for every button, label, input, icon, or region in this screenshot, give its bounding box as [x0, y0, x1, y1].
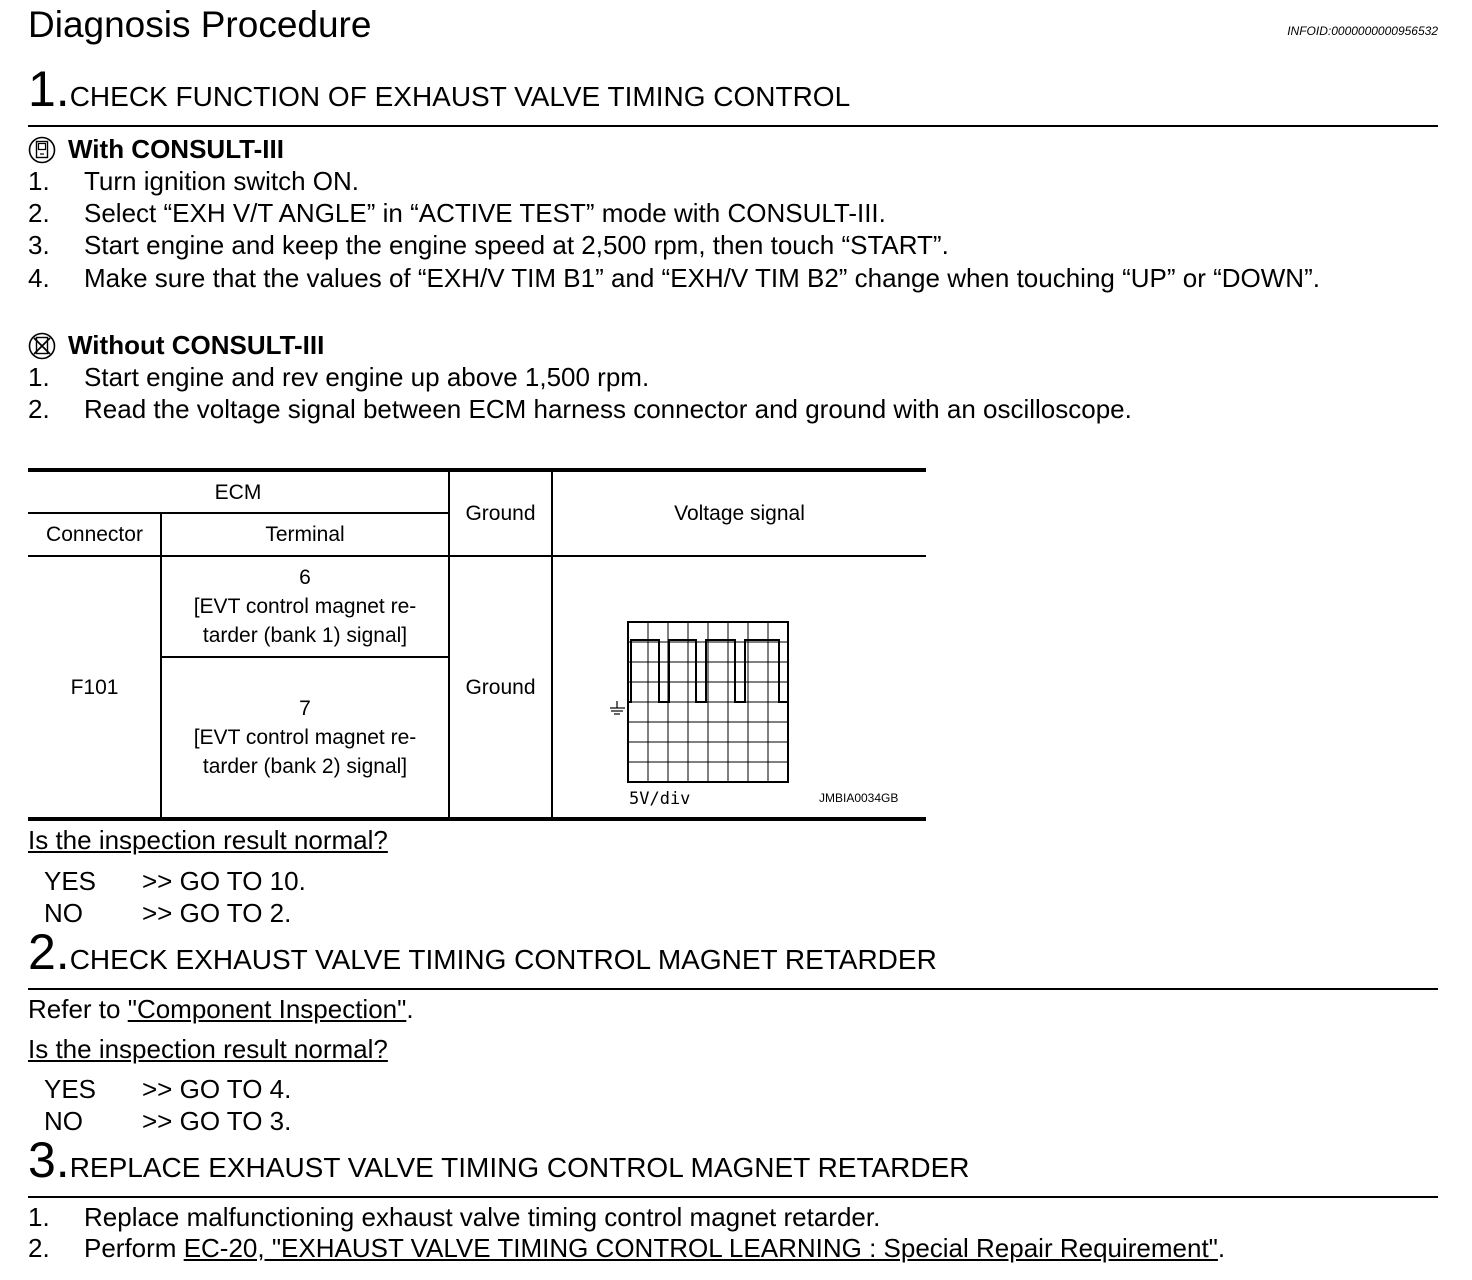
answer-yes-key: YES	[44, 866, 97, 896]
header-connector: Connector	[46, 522, 143, 546]
figure-id: JMBIA0034GB	[819, 791, 899, 805]
no-consult-icon	[28, 332, 56, 360]
section-rule	[28, 1196, 1438, 1198]
ground-cell: Ground	[465, 675, 536, 699]
answer-no-goto: >> GO TO 3.	[142, 1106, 292, 1136]
ecm-terminal-table	[28, 468, 926, 822]
table-bottom-border	[28, 817, 926, 821]
answer-yes-goto: >> GO TO 10.	[142, 866, 306, 896]
without-consult-heading	[28, 330, 324, 361]
info-id: INFOID:0000000000956532	[1287, 24, 1438, 38]
header-voltage-signal: Voltage signal	[674, 502, 805, 525]
answer-yes-key: YES	[44, 1074, 97, 1104]
oscilloscope-waveform	[553, 557, 926, 817]
answer-no-key: NO	[44, 898, 83, 928]
answer-yes-goto: >> GO TO 4.	[142, 1074, 292, 1104]
step-number: 2.	[28, 924, 70, 980]
scope-scale-label: 5V/div	[629, 789, 691, 809]
component-inspection-link[interactable]: "Component Inspection"	[127, 994, 407, 1024]
with-consult-label: With CONSULT-III	[68, 134, 284, 164]
terminal-desc-line1: [EVT control magnet re-	[193, 726, 417, 749]
terminal-desc-line2: tarder (bank 1) signal]	[202, 624, 408, 647]
without-consult-label: Without CONSULT-III	[68, 330, 325, 360]
step-number: 1.	[28, 61, 70, 117]
header-terminal: Terminal	[265, 522, 345, 546]
terminal-number: 7	[299, 697, 311, 720]
section-rule	[28, 988, 1438, 990]
list-item: 2. Select “EXH V/T ANGLE” in “ACTIVE TEST” mode with CONSULT-III.	[28, 198, 886, 228]
step-3-heading	[28, 1131, 970, 1189]
inspection-question[interactable]: Is the inspection result normal?	[28, 825, 388, 855]
list-item: 1. Turn ignition switch ON.	[28, 166, 360, 196]
terminal-desc-line2: tarder (bank 2) signal]	[202, 755, 408, 778]
scope-grid	[628, 622, 788, 782]
terminal-6-cell	[162, 557, 448, 656]
header-ground: Ground	[465, 502, 536, 525]
answer-no-goto: >> GO TO 2.	[142, 898, 292, 928]
section-rule	[28, 125, 1438, 127]
list-item: 1. Start engine and rev engine up above 1,500 rpm.	[28, 362, 650, 392]
step-title: CHECK EXHAUST VALVE TIMING CONTROL MAGNET RETARDER	[69, 944, 937, 975]
connector-cell: F101	[70, 675, 119, 699]
with-consult-heading	[28, 134, 284, 165]
step-2-heading	[28, 923, 937, 981]
page-title: Diagnosis Procedure	[28, 4, 372, 45]
step-title: REPLACE EXHAUST VALVE TIMING CONTROL MAGNET RETARDER	[69, 1152, 970, 1183]
list-item: 3. Start engine and keep the engine speed at 2,500 rpm, then touch “START”.	[28, 230, 949, 260]
step-1-heading	[28, 60, 850, 118]
step-title: CHECK FUNCTION OF EXHAUST VALVE TIMING CONTROL	[69, 81, 851, 112]
list-item: 1. Replace malfunctioning exhaust valve timing control magnet retarder.	[28, 1202, 881, 1232]
ground-symbol	[610, 701, 625, 714]
header-ecm: ECM	[214, 480, 262, 504]
inspection-question[interactable]: Is the inspection result normal?	[28, 1034, 388, 1064]
consult-icon	[28, 136, 56, 164]
terminal-7-cell	[162, 658, 448, 817]
terminal-number: 6	[299, 566, 311, 589]
refer-line: Refer to "Component Inspection".	[28, 994, 414, 1024]
answer-no-key: NO	[44, 1106, 83, 1136]
step-number: 3.	[28, 1132, 70, 1188]
terminal-desc-line1: [EVT control magnet re-	[193, 595, 417, 618]
list-item: 2. Read the voltage signal between ECM harness connector and ground with an oscilloscope.	[28, 394, 1132, 424]
learning-procedure-link[interactable]: EC-20, "EXHAUST VALVE TIMING CONTROL LEARNING : Special Repair Requirement"	[183, 1233, 1218, 1263]
list-item: 4. Make sure that the values of “EXH/V TIM B1” and “EXH/V TIM B2” change when touching “UP” or “DOWN”.	[28, 263, 1320, 293]
list-item: 2. Perform EC-20, "EXHAUST VALVE TIMING CONTROL LEARNING : Special Repair Requirement".	[28, 1233, 1226, 1263]
